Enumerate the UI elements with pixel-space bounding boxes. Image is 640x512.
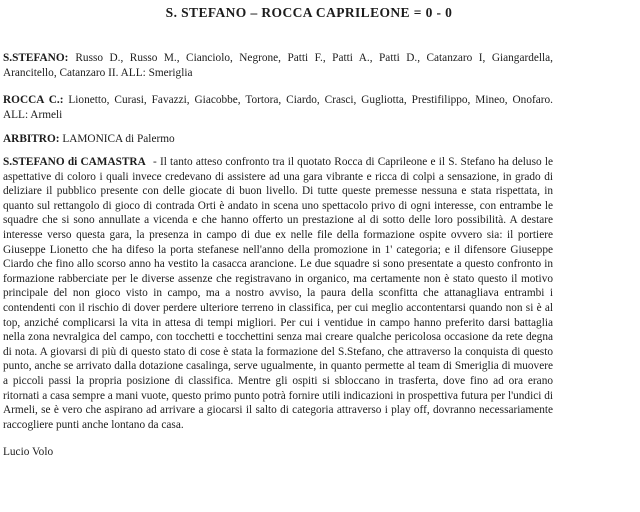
home-team-players: Russo D., Russo M., Cianciolo, Negrone, Patti F., Patti A., Patti D., Catanzaro I, Giangardella, Arancitello, Catanzaro II. [3,52,553,79]
match-title: S. STEFANO – ROCCA CAPRILEONE = 0 - 0 [165,5,453,20]
report-dateline: S.STEFANO di CAMASTRA [3,156,146,168]
away-team-label: ROCCA C.: [3,94,64,106]
report-body: - Il tanto atteso confronto tra il quotato Rocca di Caprileone e il S. Stefano ha deluso le aspettative di coloro i quali invece credevano di assistere ad una gara vibrante e ricca di colpi a sensazione, in grado di deliziare il pubblico presente con delle giocate di buon livello. Di tutte queste premesse nessuna e stata rispettata, in quanto sul rettangolo di gioco di contrada Orti è andato in scena uno spettacolo privo di ogni interesse, con entrambe le squadre che si sono annullate a vicenda e che hanno offerto un prestazione al di sotto delle loro possibilità. A destare interesse verso questa gara, la presenza in campo di due ex nelle file della formazione ospite ovvero sia: il portiere Giuseppe Lionetto che ha difeso la porta stefanese nell'anno della promozione in 1' categoria; e il difensore Giuseppe Ciardo che fino allo scorso anno ha vestito la casacca arancione. Le due squadre si sono presentate a questo confronto in formazione rabberciate per le diverse assenze che registravano in organico, ma certamente non è stato questo il motivo principale del non gioco visto in campo, ma a nostro avviso, la paura della sconfitta che attanagliava entrambi i contendenti con il rischio di dover perdere ulteriore terreno in classifica, per cui meglio accontentarsi quando non si è al top, anziché complicarsi la vita in attesa di tempi migliori. Per cui i ventidue in campo hanno preferito darsi battaglia nella zona nevralgica del campo, con tocchetti e tocchettini senza mai creare qualche pericolosa occasione da rete degna di nota. A giovarsi di più di questo stato di cose è stata la formazione del S.Stefano, che attraverso la conquista di questo punto, anche se arrivato dalla dotazione casalinga, serve ugualmente, in quanto permette al team di Smeriglia di muovere a piccoli passi la propria posizione di classifica. Mentre gli ospiti si sbloccano in trasferta, dove fino ad ora erano ritornati a casa sempre a mani vuote, questo primo punto potrà fornire utili indicazioni in prospettiva futura per l'undici di Armeli, se è vero che aspirano ad arrivare a giocarsi il salto di categoria attraverso i play off, dovranno necessariamente raccogliere punti anche lontano da casa. [3,156,553,431]
home-team-label: S.STEFANO: [3,52,69,64]
away-team-coach: ALL: Armeli [3,109,63,121]
home-team-line [3,51,553,81]
away-team-line [3,93,553,123]
home-team-coach: ALL: Smeriglia [120,67,193,79]
match-report [3,155,553,432]
away-team-players: Lionetto, Curasi, Favazzi, Giacobbe, Tortora, Ciardo, Crasci, Gugliotta, Prestifilippo, Mineo, Onofaro. [68,94,553,106]
byline: Lucio Volo [3,446,54,459]
referee-value: LAMONICA di Palermo [62,133,175,145]
referee-label: ARBITRO: [3,133,60,145]
referee-line [3,132,553,147]
